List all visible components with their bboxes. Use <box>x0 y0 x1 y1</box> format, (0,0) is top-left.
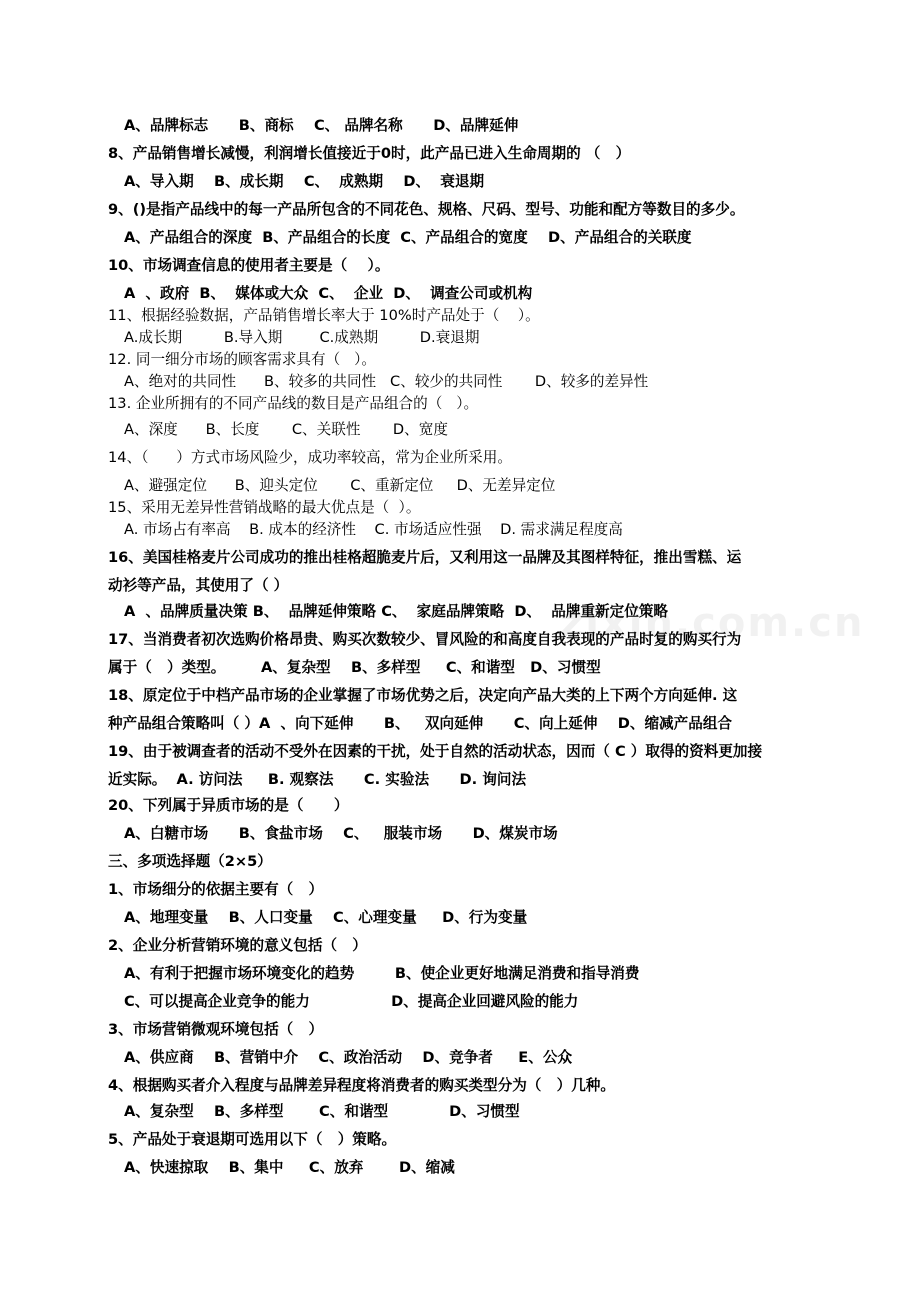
q13-stem: 13. 企业所拥有的不同产品线的数目是产品组合的（ ）。 <box>108 395 479 412</box>
q16-stem-line2: 动衫等产品，其使用了（ ） <box>108 577 289 594</box>
mq5-options: A、快速掠取 B、集中 C、放弃 D、缩减 <box>124 1159 455 1176</box>
q17-stem-line2: 属于（ ）类型。 A、复杂型 B、多样型 C、和谐型 D、习惯型 <box>108 659 601 676</box>
q15-options: A. 市场占有率高 B. 成本的经济性 C. 市场适应性强 D. 需求满足程度高 <box>124 521 623 538</box>
q19-stem-line1: 19、由于被调查者的活动不受外在因素的干扰，处于自然的活动状态，因而（ C ）取得的资料更加接 <box>108 743 763 760</box>
q11-stem: 11、根据经验数据，产品销售增长率大于 10%时产品处于（ ）。 <box>108 307 540 324</box>
q20-stem: 20、下列属于异质市场的是（ ） <box>108 797 349 814</box>
q11-options: A.成长期 B.导入期 C.成熟期 D.衰退期 <box>124 329 480 346</box>
q12-stem: 12. 同一细分市场的顾客需求具有（ ）。 <box>108 351 376 368</box>
mq1-stem: 1、市场细分的依据主要有（ ） <box>108 881 324 898</box>
watermark-text: zixin.com.cn <box>560 600 865 646</box>
q10-options: A 、政府 B、 媒体或大众 C、 企业 D、 调查公司或机构 <box>124 285 533 302</box>
mq4-options: A、复杂型 B、多样型 C、和谐型 D、习惯型 <box>124 1103 520 1120</box>
q15-stem: 15、采用无差异性营销战略的最大优点是（ ）。 <box>108 499 421 516</box>
q7-options: A、品牌标志 B、商标 C、 品牌名称 D、品牌延伸 <box>124 117 519 134</box>
q9-options: A、产品组合的深度 B、产品组合的长度 C、产品组合的宽度 D、产品组合的关联度 <box>124 229 692 246</box>
mq3-options: A、供应商 B、营销中介 C、政治活动 D、竞争者 E、公众 <box>124 1049 573 1066</box>
q9-stem: 9、()是指产品线中的每一产品所包含的不同花色、规格、尺码、型号、功能和配方等数目的多少。 <box>108 201 745 218</box>
q13-options: A、深度 B、长度 C、关联性 D、宽度 <box>124 421 448 438</box>
q16-options: A 、品牌质量决策 B、 品牌延伸策略 C、 家庭品牌策略 D、 品牌重新定位策略 <box>124 603 669 620</box>
q18-stem-line1: 18、原定位于中档产品市场的企业掌握了市场优势之后，决定向产品大类的上下两个方向延伸. 这 <box>108 687 738 704</box>
q17-stem-line1: 17、当消费者初次选购价格昂贵、购买次数较少、冒风险的和高度自我表现的产品时复的购买行为 <box>108 631 742 648</box>
mq2-stem: 2、企业分析营销环境的意义包括（ ） <box>108 937 367 954</box>
mq4-stem: 4、根据购买者介入程度与品牌差异程度将消费者的购买类型分为（ ）几种。 <box>108 1077 615 1094</box>
q8-stem: 8、产品销售增长减慢，利润增长值接近于0时，此产品已进入生命周期的 （ ） <box>108 145 631 162</box>
mq1-options: A、地理变量 B、人口变量 C、心理变量 D、行为变量 <box>124 909 528 926</box>
mq2-options-line1: A、有利于把握市场环境变化的趋势 B、使企业更好地满足消费和指导消费 <box>124 965 640 982</box>
q19-stem-line2: 近实际。 A. 访问法 B. 观察法 C. 实验法 D. 询问法 <box>108 771 527 788</box>
q14-stem: 14、（ ）方式市场风险少，成功率较高，常为企业所采用。 <box>108 449 512 466</box>
mq3-stem: 3、市场营销微观环境包括（ ） <box>108 1021 324 1038</box>
mq2-options-line2: C、可以提高企业竞争的能力 D、提高企业回避风险的能力 <box>124 993 579 1010</box>
section-three-title: 三、多项选择题（2×5） <box>108 853 272 870</box>
q8-options: A、导入期 B、成长期 C、 成熟期 D、 衰退期 <box>124 173 485 190</box>
q20-options: A、白糖市场 B、食盐市场 C、 服装市场 D、煤炭市场 <box>124 825 558 842</box>
q12-options: A、绝对的共同性 B、较多的共同性 C、较少的共同性 D、较多的差异性 <box>124 373 649 390</box>
q16-stem-line1: 16、美国桂格麦片公司成功的推出桂格超脆麦片后，又利用这一品牌及其图样特征，推出雪糕、运 <box>108 549 742 566</box>
q14-options: A、避强定位 B、迎头定位 C、重新定位 D、无差异定位 <box>124 477 556 494</box>
q18-stem-line2: 种产品组合策略叫（ ）A 、向下延伸 B、 双向延伸 C、向上延伸 D、缩减产品组合 <box>108 715 733 732</box>
mq5-stem: 5、产品处于衰退期可选用以下（ ）策略。 <box>108 1131 397 1148</box>
q10-stem: 10、市场调查信息的使用者主要是（ ）。 <box>108 257 390 274</box>
